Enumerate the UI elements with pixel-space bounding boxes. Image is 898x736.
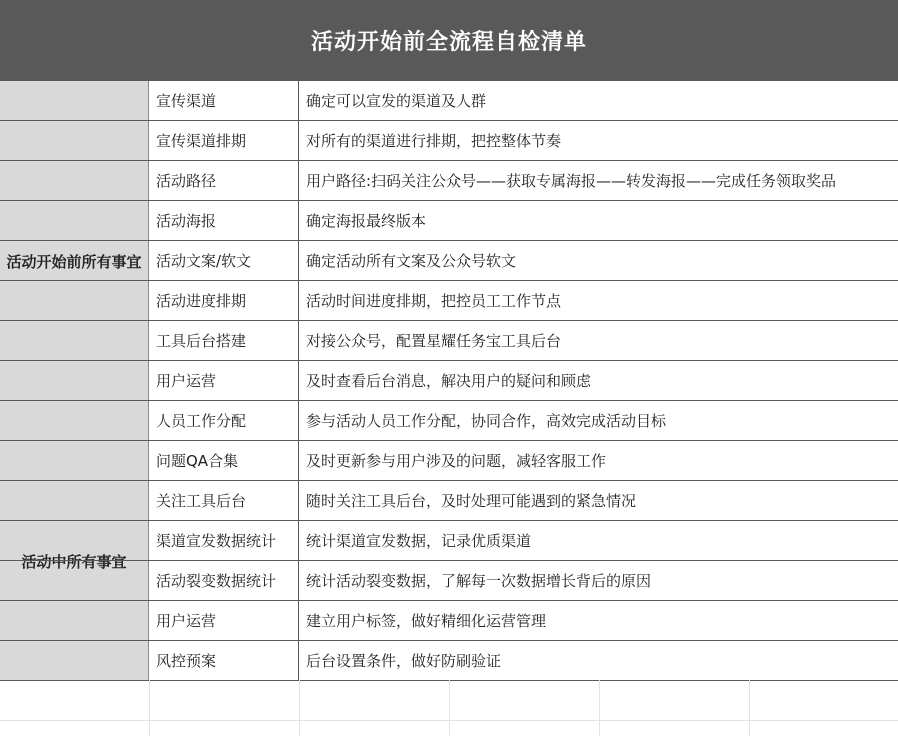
table-row (0, 161, 898, 201)
section-label: 活动开始前所有事宜 (0, 81, 149, 441)
table-row (0, 361, 898, 401)
checklist-table (0, 81, 898, 681)
grid-line (299, 680, 300, 736)
item-cell[interactable]: 活动裂变数据统计 (150, 561, 299, 600)
table-row (0, 321, 898, 361)
table-row (0, 401, 898, 441)
table-row (0, 561, 898, 601)
sheet-title: 活动开始前全流程自检清单 (0, 0, 898, 81)
detail-cell[interactable]: 建立用户标签，做好精细化运营管理 (306, 612, 547, 630)
detail-cell[interactable]: 及时更新参与用户涉及的问题，减轻客服工作 (306, 452, 607, 470)
item-cell[interactable]: 活动路径 (150, 161, 299, 200)
item-cell[interactable]: 关注工具后台 (150, 481, 299, 520)
detail-cell[interactable]: 对所有的渠道进行排期，把控整体节奏 (306, 132, 562, 150)
section-during-activity (0, 441, 898, 681)
section-before-activity (0, 81, 898, 441)
table-row (0, 441, 898, 481)
item-cell[interactable]: 宣传渠道排期 (150, 121, 299, 160)
item-cell[interactable]: 问题QA合集 (150, 441, 299, 480)
item-cell[interactable]: 用户运营 (150, 601, 299, 640)
detail-cell[interactable]: 对接公众号，配置星耀任务宝工具后台 (306, 332, 562, 350)
item-cell[interactable]: 活动文案/软文 (150, 241, 299, 280)
item-cell[interactable]: 风控预案 (150, 641, 299, 680)
item-cell[interactable]: 渠道宣发数据统计 (150, 521, 299, 560)
item-cell[interactable]: 用户运营 (150, 361, 299, 400)
detail-cell[interactable]: 活动时间进度排期，把控员工工作节点 (306, 292, 562, 310)
item-cell[interactable]: 工具后台搭建 (150, 321, 299, 360)
item-cell[interactable]: 活动海报 (150, 201, 299, 240)
item-cell[interactable]: 宣传渠道 (150, 81, 299, 120)
grid-line (449, 680, 450, 736)
grid-line (149, 680, 150, 736)
table-row (0, 201, 898, 241)
table-row (0, 521, 898, 561)
table-row (0, 641, 898, 681)
detail-cell[interactable]: 统计渠道宣发数据，记录优质渠道 (306, 532, 532, 550)
detail-cell[interactable]: 确定海报最终版本 (306, 212, 427, 230)
section-label: 活动中所有事宜 (0, 441, 149, 681)
grid-line (599, 680, 600, 736)
section-divider (0, 440, 150, 441)
detail-cell[interactable]: 后台设置条件，做好防刷验证 (306, 652, 502, 670)
table-row (0, 241, 898, 281)
table-row (0, 121, 898, 161)
detail-cell[interactable]: 随时关注工具后台，及时处理可能遇到的紧急情况 (306, 492, 637, 510)
grid-line (749, 680, 750, 736)
table-row (0, 81, 898, 121)
detail-cell[interactable]: 用户路径:扫码关注公众号——获取专属海报——转发海报——完成任务领取奖品 (306, 172, 837, 190)
detail-cell[interactable]: 确定可以宣发的渠道及人群 (306, 92, 487, 110)
detail-cell[interactable]: 参与活动人员工作分配，协同合作，高效完成活动目标 (306, 412, 667, 430)
detail-cell[interactable]: 统计活动裂变数据，了解每一次数据增长背后的原因 (306, 572, 652, 590)
item-cell[interactable]: 活动进度排期 (150, 281, 299, 320)
empty-grid-area (0, 680, 898, 736)
item-cell[interactable]: 人员工作分配 (150, 401, 299, 440)
table-row (0, 481, 898, 521)
detail-cell[interactable]: 及时查看后台消息，解决用户的疑问和顾虑 (306, 372, 592, 390)
table-row (0, 281, 898, 321)
table-row (0, 601, 898, 641)
detail-cell[interactable]: 确定活动所有文案及公众号软文 (306, 252, 517, 270)
